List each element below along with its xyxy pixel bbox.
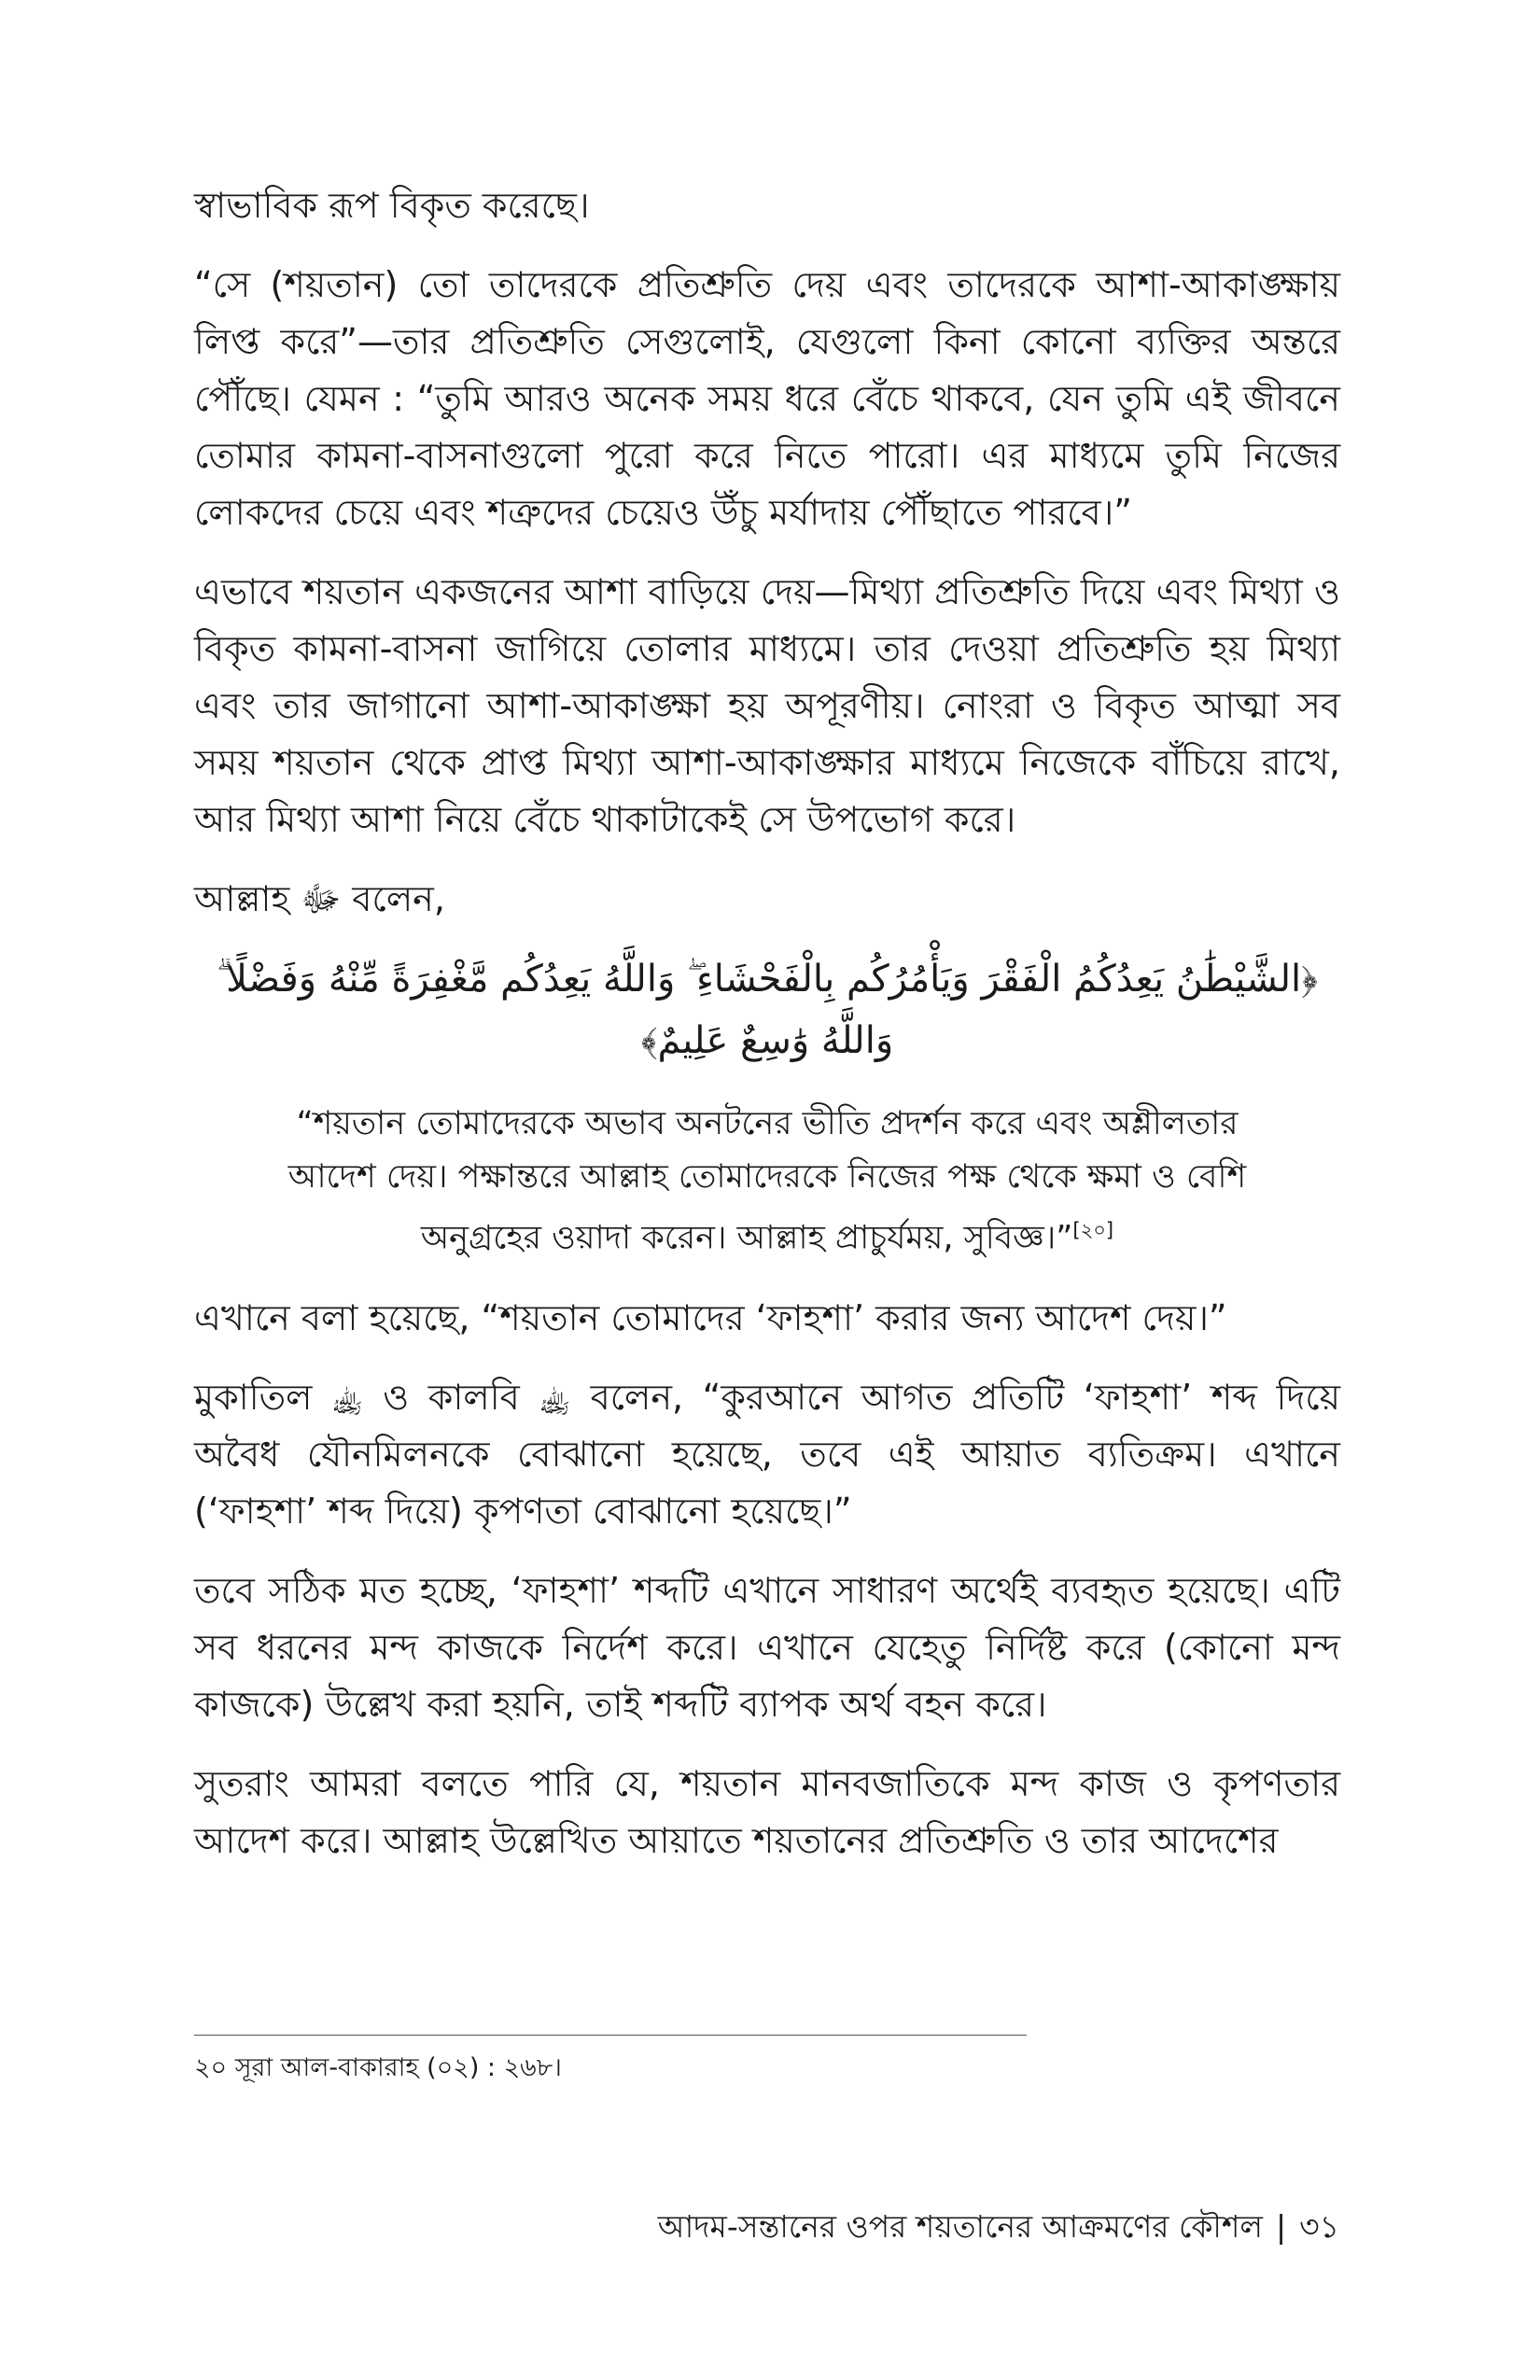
footer-separator: | xyxy=(1276,2208,1287,2245)
footnote-reference: [২০] xyxy=(1072,1219,1114,1241)
arabic-verse: ﴿الشَّيْطَٰنُ يَعِدُكُمُ الْفَقْرَ وَيَأْمُرُكُم بِالْفَحْشَاءِ ۖ وَاللَّهُ يَعِدُكُم مَّغْفِرَةً مِّنْهُ وَفَضْلًا ۗ وَاللَّهُ وَٰسِعٌ عَلِيمٌ﴾ xyxy=(217,958,1318,1062)
page-number: ৩১ xyxy=(1299,2208,1339,2245)
verse-translation-text: “শয়তান তোমাদেরকে অভাব অনটনের ভীতি প্রদর্শন করে এবং অশ্লীলতার আদেশ দেয়। পক্ষান্তরে আল্লাহ তোমাদেরকে নিজের পক্ষ থেকে ক্ষমা ও বেশি অনুগ্রহের ওয়াদা করেন। আল্লাহ প্রাচুর্যময়, সুবিজ্ঞ।” xyxy=(287,1105,1247,1257)
footnote: ২০ সূরা আল-বাকারাহ (০২) : ২৬৮। xyxy=(194,2053,562,2082)
paragraph-1: স্বাভাবিক রূপ বিকৃত করেছে। xyxy=(194,185,590,226)
running-footer xyxy=(658,2206,1339,2247)
paragraph-4: আল্লাহ ﷻ বলেন, xyxy=(194,878,445,919)
paragraph-6: মুকাতিল ﵀ ও কালবি ﵀ বলেন, “কুরআনে আগত প্রতিটি ‘ফাহশা’ শব্দ দিয়ে অবৈধ যৌনমিলনকে বোঝানো হয়েছে, তবে এই আয়াত ব্যতিক্রম। এখানে (‘ফাহশা’ শব্দ দিয়ে) কৃপণতা বোঝানো হয়েছে।” xyxy=(194,1376,1340,1532)
paragraph-8: সুতরাং আমরা বলতে পারি যে, শয়তান মানবজাতিকে মন্দ কাজ ও কৃপণতার আদেশ করে। আল্লাহ উল্লেখিত আয়াতে শয়তানের প্রতিশ্রুতি ও তার আদেশের xyxy=(194,1762,1340,1861)
page-body xyxy=(194,177,1340,1892)
paragraph-2: “সে (শয়তান) তো তাদেরকে প্রতিশ্রুতি দেয় এবং তাদেরকে আশা-আকাঙ্ক্ষায় লিপ্ত করে”—তার প্রতিশ্রুতি সেগুলোই, যেগুলো কিনা কোনো ব্যক্তির অন্তরে পৌঁছে। যেমন : “তুমি আরও অনেক সময় ধরে বেঁচে থাকবে, যেন তুমি এই জীবনে তোমার কামনা-বাসনাগুলো পুরো করে নিতে পারো। এর মাধ্যমে তুমি নিজের লোকদের চেয়ে এবং শত্রুদের চেয়েও উঁচু মর্যাদায় পৌঁছাতে পারবে।” xyxy=(194,264,1340,533)
verse-translation xyxy=(194,1098,1340,1266)
paragraph-7: তবে সঠিক মত হচ্ছে, ‘ফাহশা’ শব্দটি এখানে সাধারণ অর্থেই ব্যবহৃত হয়েছে। এটি সব ধরনের মন্দ কাজকে নির্দেশ করে। এখানে যেহেতু নির্দিষ্ট করে (কোনো মন্দ কাজকে) উল্লেখ করা হয়নি, তাই শব্দটি ব্যাপক অর্থ বহন করে। xyxy=(194,1569,1340,1725)
paragraph-3: এভাবে শয়তান একজনের আশা বাড়িয়ে দেয়—মিথ্যা প্রতিশ্রুতি দিয়ে এবং মিথ্যা ও বিকৃত কামনা-বাসনা জাগিয়ে তোলার মাধ্যমে। তার দেওয়া প্রতিশ্রুতি হয় মিথ্যা এবং তার জাগানো আশা-আকাঙ্ক্ষা হয় অপূরণীয়। নোংরা ও বিকৃত আত্মা সব সময় শয়তান থেকে প্রাপ্ত মিথ্যা আশা-আকাঙ্ক্ষার মাধ্যমে নিজেকে বাঁচিয়ে রাখে, আর মিথ্যা আশা নিয়ে বেঁচে থাকাটাকেই সে উপভোগ করে। xyxy=(194,571,1340,840)
chapter-title: আদম-সন্তানের ওপর শয়তানের আক্রমণের কৌশল xyxy=(657,2208,1263,2245)
footnote-divider xyxy=(194,2035,1027,2036)
paragraph-5: এখানে বলা হয়েছে, “শয়তান তোমাদের ‘ফাহশা’ করার জন্য আদেশ দেয়।” xyxy=(194,1296,1227,1338)
